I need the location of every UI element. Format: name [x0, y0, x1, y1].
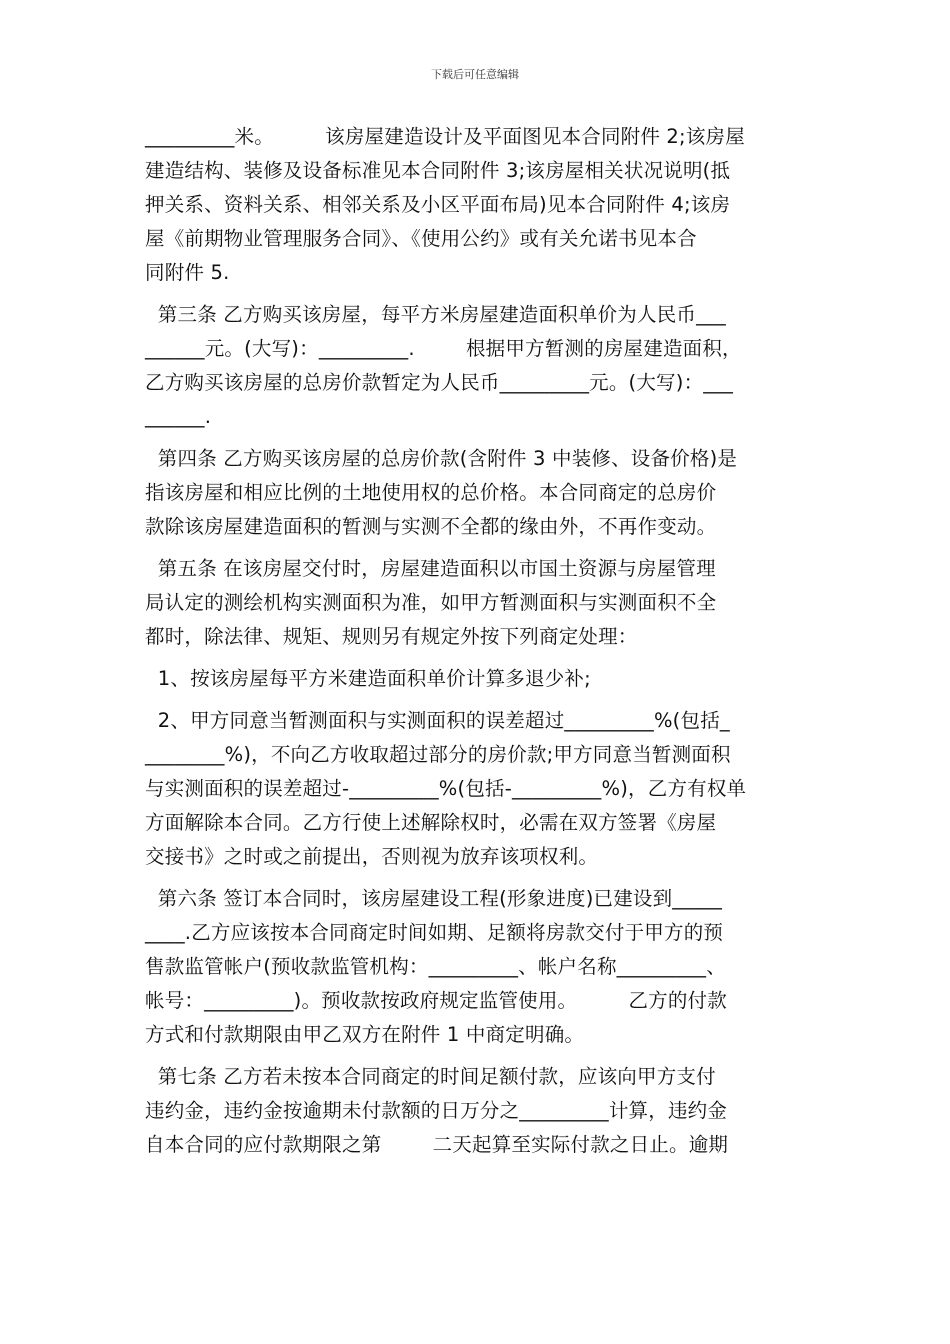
text-line: _________米。 该房屋建造设计及平面图见本合同附件 2;该房屋	[145, 125, 745, 148]
text-line: 2、甲方同意当暂测面积与实测面积的误差超过_________%(包括_	[145, 709, 730, 732]
text-line: 都时，除法律、规矩、规则另有规定外按下列商定处理：	[145, 625, 638, 648]
text-line: 指该房屋和相应比例的土地使用权的总价格。本合同商定的总房价	[145, 481, 717, 504]
text-line: 方式和付款期限由甲乙双方在附件 1 中商定明确。	[145, 1023, 585, 1046]
text-line: 方面解除本合同。乙方行使上述解除权时，必需在双方签署《房屋	[145, 811, 717, 834]
text-line: 帐号：_________)。预收款按政府规定监管使用。 乙方的付款	[145, 989, 727, 1012]
text-line: 同附件 5.	[145, 261, 230, 284]
header-note: 下载后可任意编辑	[431, 68, 519, 81]
text-line: ______元。(大写)：_________. 根据甲方暂测的房屋建造面积，	[145, 337, 742, 360]
paragraph-article-5-item-1	[145, 662, 807, 696]
text-line: ________%)，不向乙方收取超过部分的房价款;甲方同意当暂测面积	[145, 743, 731, 766]
text-line: 与实测面积的误差超过-_________%(包括-_________%)，乙方有权单	[145, 777, 747, 800]
text-line: 1、按该房屋每平方米建造面积单价计算多退少补;	[145, 667, 591, 690]
text-line: 违约金，违约金按逾期未付款额的日万分之_________计算，违约金	[145, 1099, 728, 1122]
text-line: 交接书》之时或之前提出，否则视为放弃该项权利。	[145, 845, 599, 868]
text-line: 售款监管帐户(预收款监管机构：_________、帐户名称_________、	[145, 955, 726, 978]
text-line: 自本合同的应付款期限之第 二天起算至实际付款之日止。逾期	[145, 1133, 729, 1156]
text-line: 第四条 乙方购买该房屋的总房价款(含附件 3 中装修、设备价格)是	[145, 447, 738, 470]
text-line: 款除该房屋建造面积的暂测与实测不全都的缘由外，不再作变动。	[145, 515, 717, 538]
text-line: 屋《前期物业管理服务合同》、《使用公约》或有关允诺书见本合	[145, 227, 697, 250]
text-line: 押关系、资料关系、相邻关系及小区平面布局)见本合同附件 4;该房	[145, 193, 731, 216]
text-line: 建造结构、装修及设备标准见本合同附件 3;该房屋相关状况说明(抵	[145, 159, 731, 182]
contract-body	[145, 120, 807, 1170]
text-line: 第三条 乙方购买该房屋，每平方米房屋建造面积单价为人民币___	[145, 303, 726, 326]
paragraph-article-3	[145, 298, 807, 434]
text-line: 乙方购买该房屋的总房价款暂定为人民币_________元。(大写)：___	[145, 371, 734, 394]
paragraph-article-6	[145, 882, 807, 1052]
text-line: ____.乙方应该按本合同商定时间如期、足额将房款交付于甲方的预	[145, 921, 724, 944]
paragraph-article-5-item-2	[145, 704, 807, 874]
paragraph-article-5	[145, 552, 807, 654]
paragraph-attachments	[145, 120, 807, 290]
text-line: 第六条 签订本合同时，该房屋建设工程(形象进度)已建设到_____	[145, 887, 723, 910]
paragraph-article-4	[145, 442, 807, 544]
text-line: ______.	[145, 405, 212, 428]
text-line: 第七条 乙方若未按本合同商定的时间足额付款，应该向甲方支付	[145, 1065, 716, 1088]
text-line: 局认定的测绘机构实测面积为准，如甲方暂测面积与实测面积不全	[145, 591, 717, 614]
text-line: 第五条 在该房屋交付时，房屋建造面积以市国土资源与房屋管理	[145, 557, 716, 580]
paragraph-article-7	[145, 1060, 807, 1162]
